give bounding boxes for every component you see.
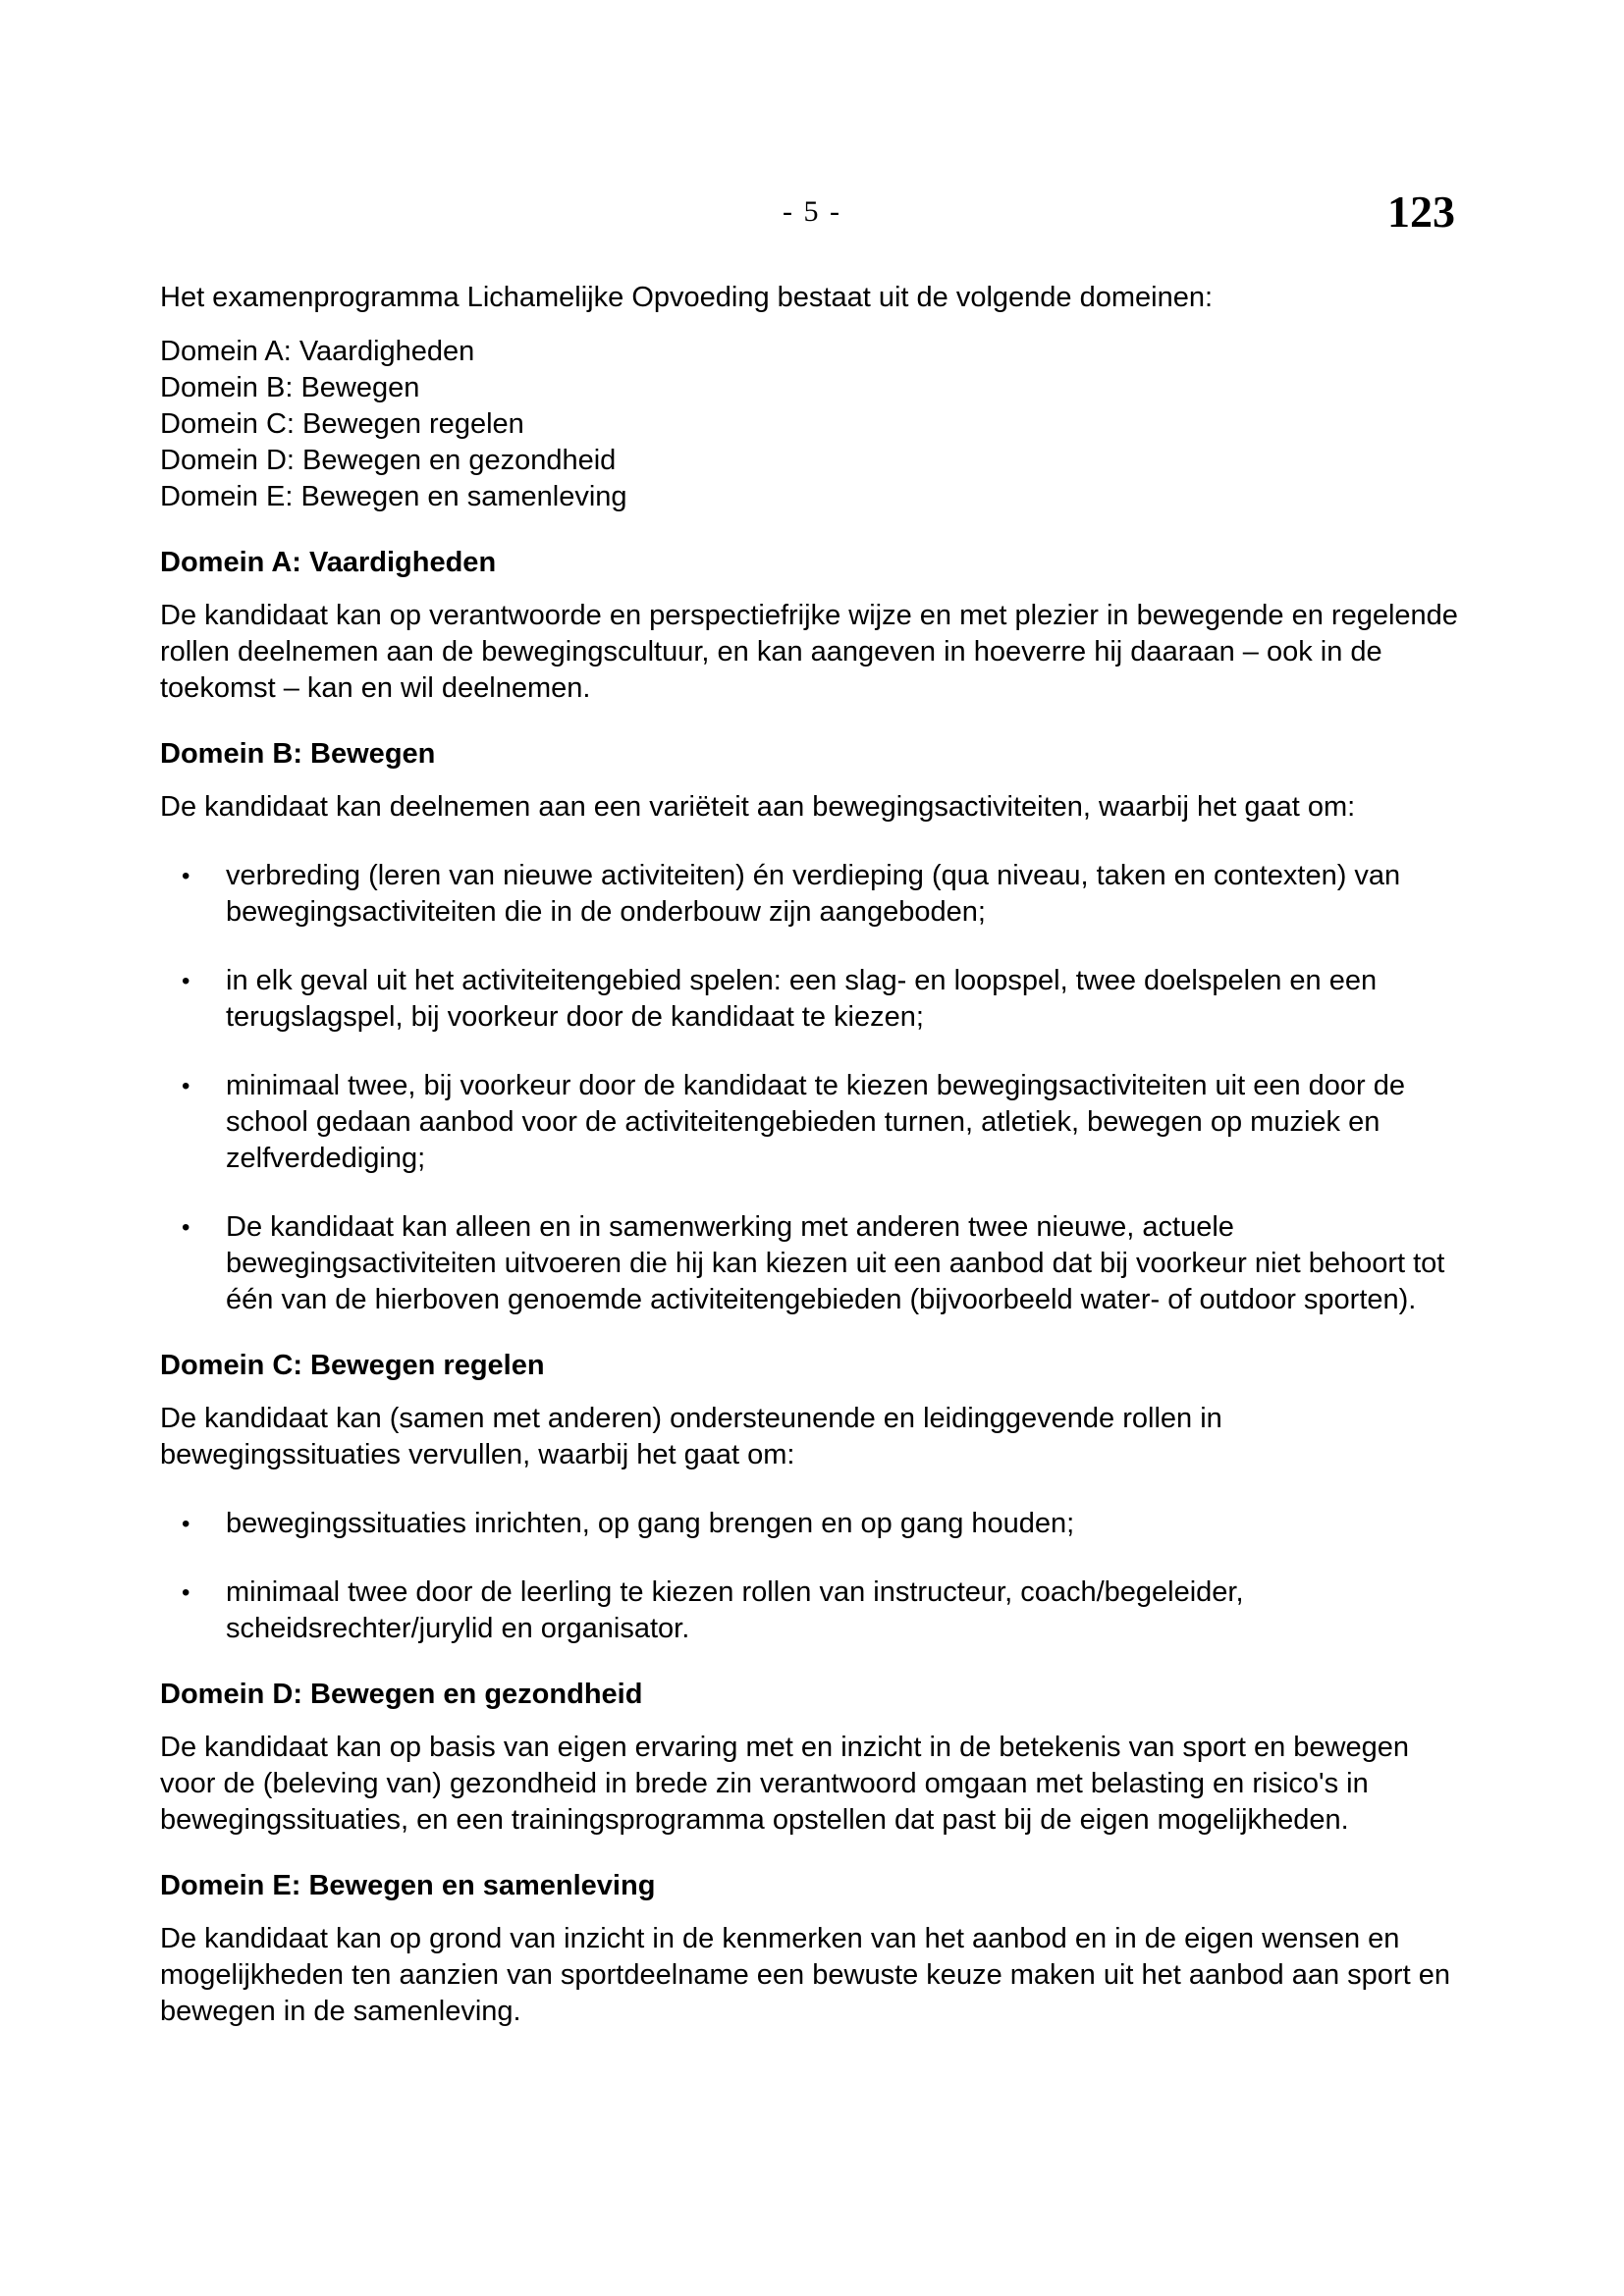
- section-paragraph: De kandidaat kan (samen met anderen) ondersteunende en leidinggevende rollen in bewegingssituaties vervullen, waarbij het gaat om:: [160, 1403, 1222, 1470]
- intro-paragraph: Het examenprogramma Lichamelijke Opvoeding bestaat uit de volgende domeinen:: [160, 282, 1214, 313]
- domain-list-item: Domein A: Vaardigheden: [160, 336, 475, 367]
- page-header: [0, 189, 1624, 248]
- domain-list-item: Domein B: Bewegen: [160, 372, 420, 403]
- section-heading: Domein D: Bewegen en gezondheid: [160, 1679, 643, 1710]
- book-page-number: 123: [1387, 187, 1455, 237]
- section-heading: Domein B: Bewegen: [160, 738, 436, 770]
- section-heading: Domein A: Vaardigheden: [160, 547, 497, 578]
- bullet-item: [160, 1209, 1468, 1318]
- bullet-icon: •: [182, 968, 190, 994]
- section-heading: Domein C: Bewegen regelen: [160, 1350, 545, 1381]
- bullet-item: [160, 1575, 1468, 1647]
- section-paragraph: De kandidaat kan op basis van eigen ervaring met en inzicht in de betekenis van sport en bewegen voor de (beleving van) gezondheid in brede zin verantwoord omgaan met belasting en risico's in bewegingssituaties, en een trainingsprogramma opstellen dat past bij de eigen mogelijkheden.: [160, 1732, 1409, 1836]
- domain-section: [160, 736, 1468, 1318]
- bullet-text: De kandidaat kan alleen en in samenwerking met anderen twee nieuwe, actuele bewegingsactiviteiten uitvoeren die hij kan kiezen uit een aanbod dat bij voorkeur niet behoort tot één van de hierboven genoemde activiteitengebieden (bijvoorbeeld water- of outdoor sporten).: [226, 1211, 1445, 1315]
- bullet-item: [160, 963, 1468, 1036]
- bullet-item: [160, 858, 1468, 931]
- domain-list-item: Domein C: Bewegen regelen: [160, 408, 524, 440]
- section-paragraph: De kandidaat kan deelnemen aan een variëteit aan bewegingsactiviteiten, waarbij het gaat om:: [160, 791, 1356, 823]
- domain-list: [160, 334, 1468, 515]
- section-paragraph: De kandidaat kan op verantwoorde en perspectiefrijke wijze en met plezier in bewegende en regelende rollen deelnemen aan de bewegingscultuur, en kan aangeven in hoeverre hij daaraan – ook in de toekomst – kan en wil deelnemen.: [160, 600, 1458, 704]
- domain-list-item: Domein E: Bewegen en samenleving: [160, 481, 627, 512]
- page-number: - 5 -: [783, 195, 841, 228]
- bullet-icon: •: [182, 1073, 190, 1099]
- domain-section: [160, 1868, 1468, 2030]
- section-heading: Domein E: Bewegen en samenleving: [160, 1870, 656, 1901]
- bullet-text: verbreding (leren van nieuwe activiteiten) én verdieping (qua niveau, taken en contexten) van bewegingsactiviteiten die in de onderbouw zijn aangeboden;: [226, 860, 1401, 928]
- bullet-icon: •: [182, 1579, 190, 1606]
- domain-list-item: Domein D: Bewegen en gezondheid: [160, 445, 617, 476]
- bullet-item: [160, 1068, 1468, 1177]
- domain-section: [160, 1348, 1468, 1647]
- bullet-icon: •: [182, 1511, 190, 1537]
- bullet-item: [160, 1506, 1468, 1542]
- sections: [160, 545, 1468, 2030]
- bullet-text: minimaal twee, bij voorkeur door de kandidaat te kiezen bewegingsactiviteiten uit een door de school gedaan aanbod voor de activiteitengebieden turnen, atletiek, bewegen op muziek en zelfverdediging;: [226, 1070, 1405, 1174]
- bullet-text: bewegingssituaties inrichten, op gang brengen en op gang houden;: [226, 1508, 1075, 1539]
- bullet-list: [160, 858, 1468, 1318]
- bullet-text: in elk geval uit het activiteitengebied spelen: een slag- en loopspel, twee doelspelen en een terugslagspel, bij voorkeur door de kandidaat te kiezen;: [226, 965, 1378, 1033]
- bullet-text: minimaal twee door de leerling te kiezen rollen van instructeur, coach/begeleider, scheidsrechter/jurylid en organisator.: [226, 1576, 1244, 1644]
- domain-section: [160, 1677, 1468, 1839]
- domain-section: [160, 545, 1468, 707]
- bullet-list: [160, 1506, 1468, 1647]
- bullet-icon: •: [182, 1214, 190, 1241]
- bullet-icon: •: [182, 863, 190, 889]
- document-body: [160, 280, 1468, 2030]
- section-paragraph: De kandidaat kan op grond van inzicht in de kenmerken van het aanbod en in de eigen wensen en mogelijkheden ten aanzien van sportdeelname een bewuste keuze maken uit het aanbod aan sport en bewegen in de samenleving.: [160, 1923, 1450, 2027]
